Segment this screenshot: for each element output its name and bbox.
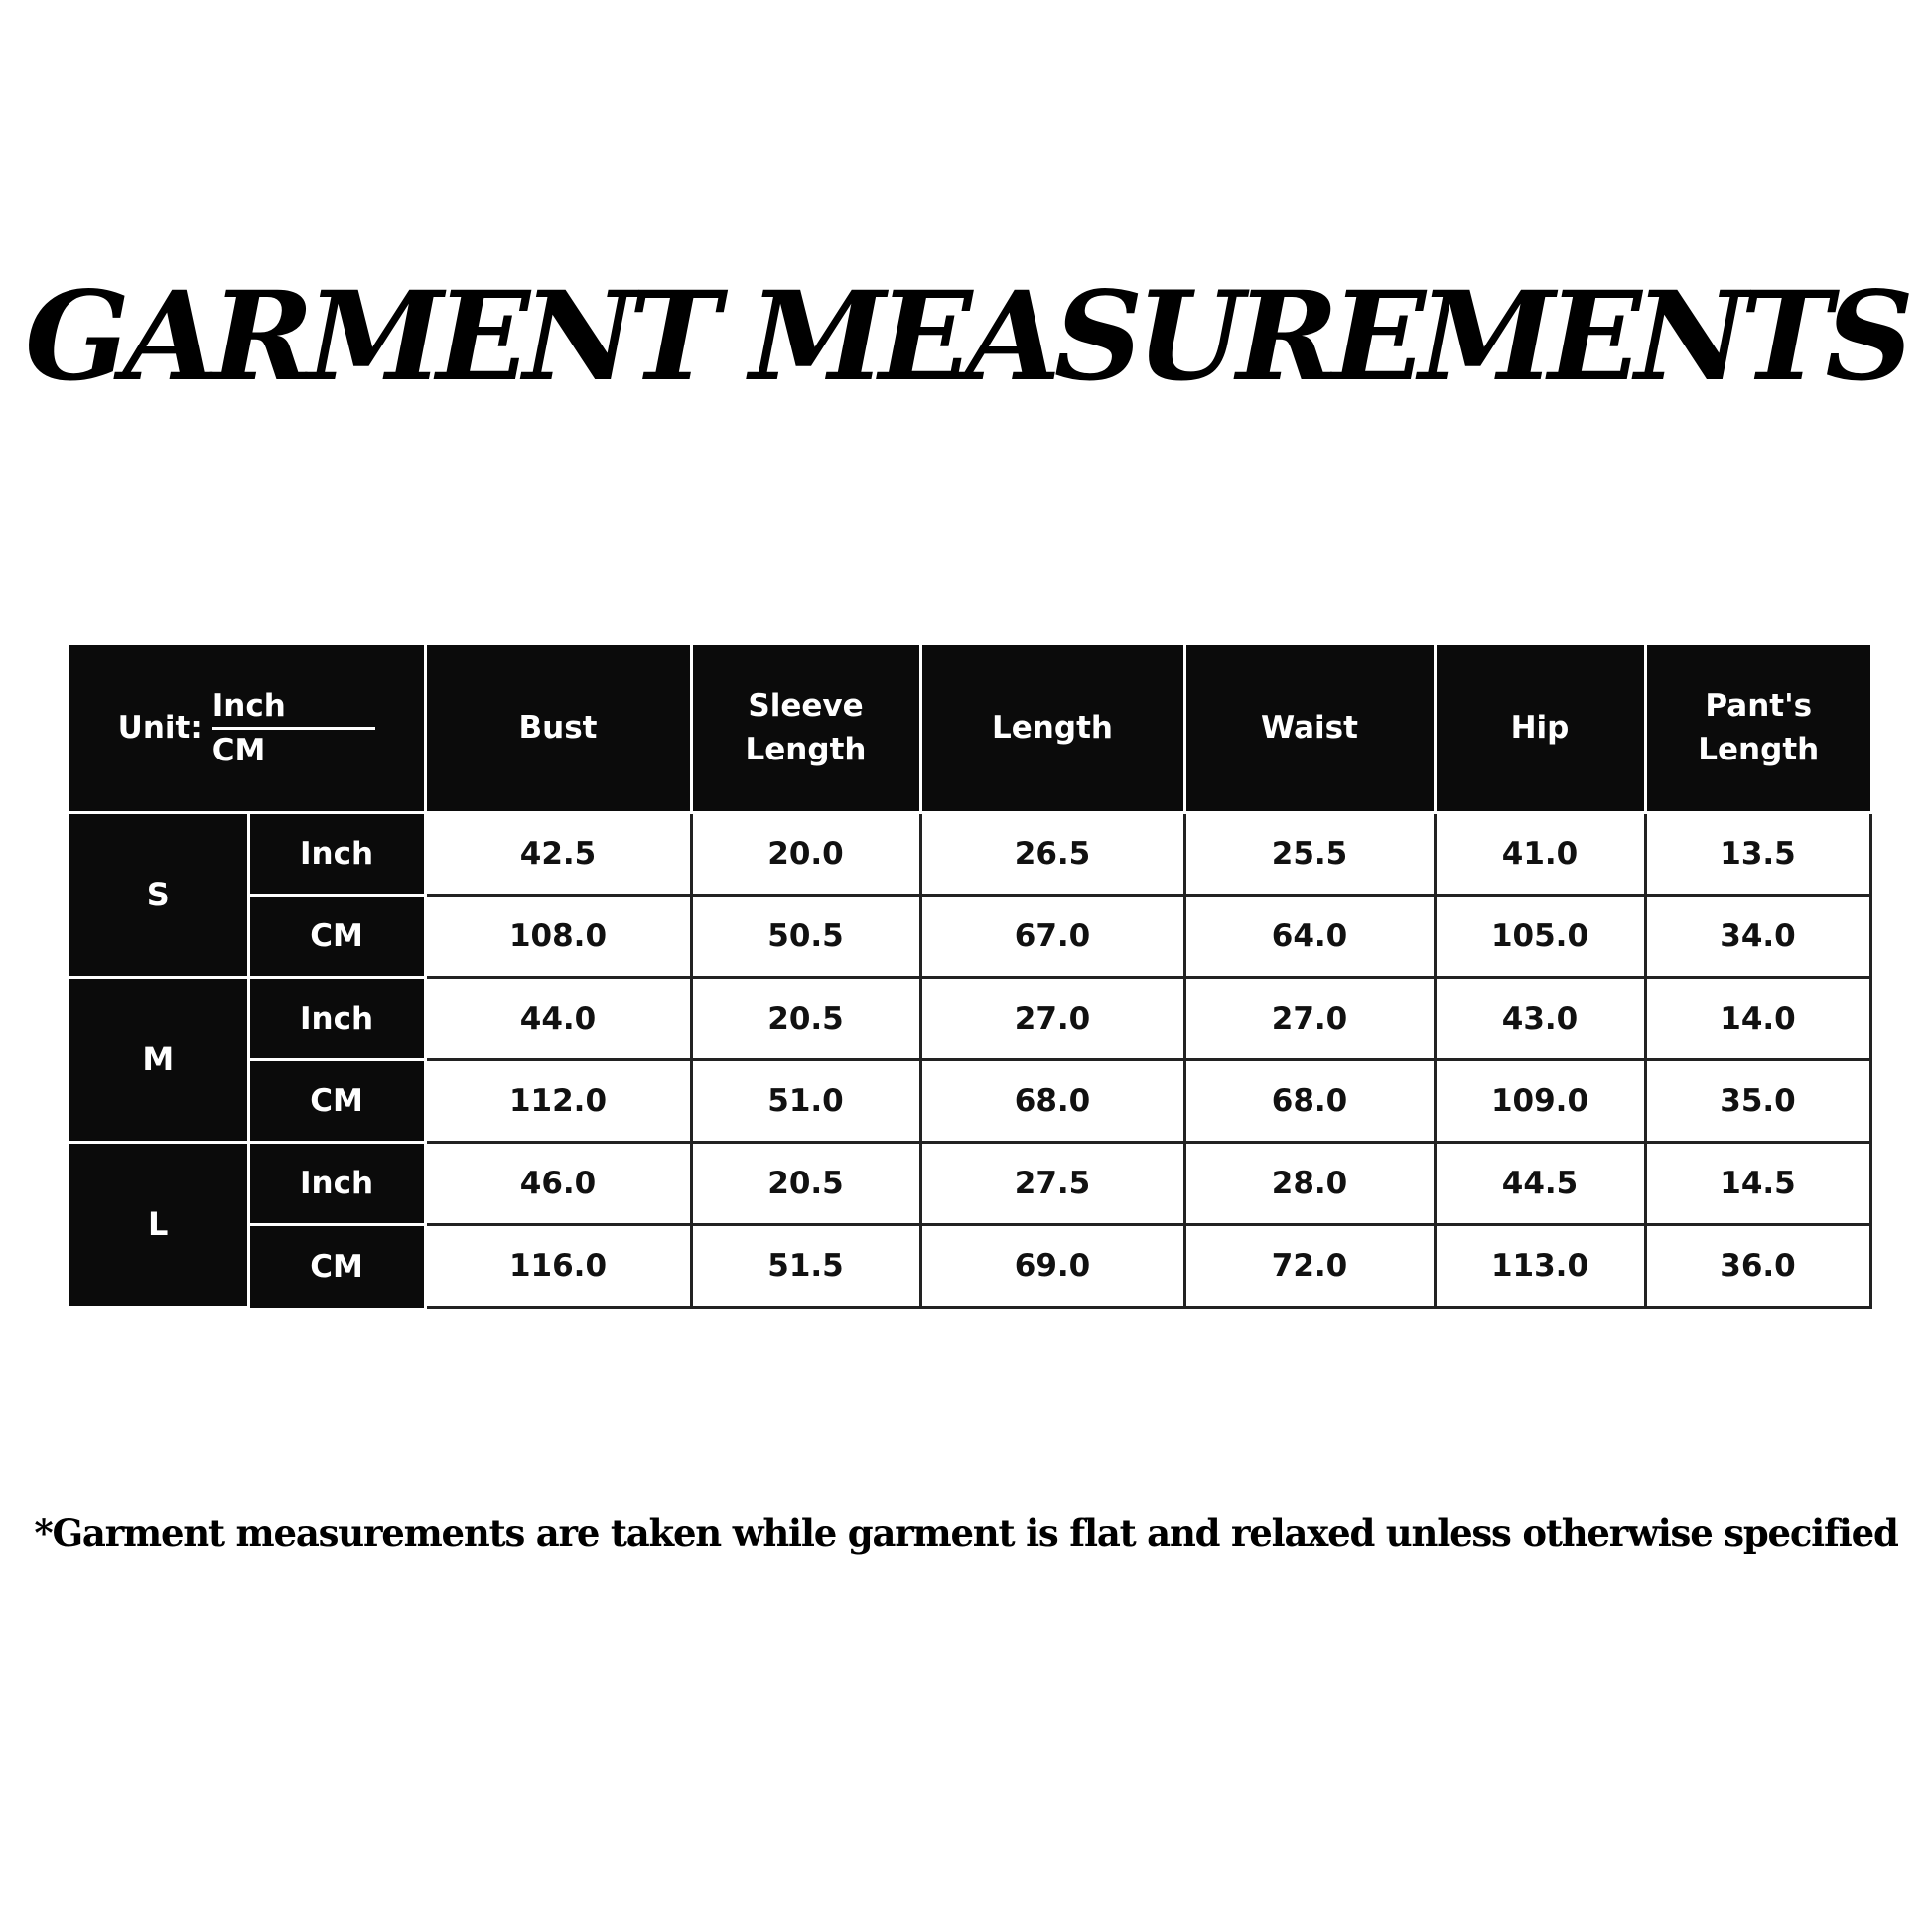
page-title: GARMENT MEASUREMENTS <box>25 265 1907 409</box>
measurement-cell: 28.0 <box>1184 1142 1435 1224</box>
column-header-waist: Waist <box>1184 645 1435 812</box>
table-row <box>69 895 1870 977</box>
row-unit-label: Inch <box>248 812 425 895</box>
measurement-cell: 116.0 <box>425 1224 691 1307</box>
column-header-hip: Hip <box>1435 645 1645 812</box>
table-row <box>69 812 1870 895</box>
measurement-cell: 25.5 <box>1184 812 1435 895</box>
measurement-cell: 67.0 <box>920 895 1184 977</box>
measurement-cell: 20.0 <box>691 812 920 895</box>
measurement-cell: 51.5 <box>691 1224 920 1307</box>
table-row <box>69 977 1870 1059</box>
measurement-cell: 68.0 <box>920 1059 1184 1142</box>
measurement-cell: 41.0 <box>1435 812 1645 895</box>
size-label-l: L <box>69 1142 248 1307</box>
measurement-cell: 109.0 <box>1435 1059 1645 1142</box>
measurement-cell: 14.0 <box>1645 977 1870 1059</box>
measurement-cell: 72.0 <box>1184 1224 1435 1307</box>
measurement-cell: 44.0 <box>425 977 691 1059</box>
table-row <box>69 1224 1870 1307</box>
measurement-cell: 69.0 <box>920 1224 1184 1307</box>
measurement-cell: 42.5 <box>425 812 691 895</box>
column-header-pants-length: Pant's Length <box>1645 645 1870 812</box>
measurement-cell: 35.0 <box>1645 1059 1870 1142</box>
measurement-cell: 68.0 <box>1184 1059 1435 1142</box>
row-unit-label: Inch <box>248 1142 425 1224</box>
measurement-cell: 108.0 <box>425 895 691 977</box>
row-unit-label: CM <box>248 1059 425 1142</box>
size-label-m: M <box>69 977 248 1142</box>
measurement-cell: 20.5 <box>691 977 920 1059</box>
measurement-cell: 27.0 <box>1184 977 1435 1059</box>
measurement-cell: 27.5 <box>920 1142 1184 1224</box>
measurement-cell: 26.5 <box>920 812 1184 895</box>
column-header-bust: Bust <box>425 645 691 812</box>
row-unit-label: Inch <box>248 977 425 1059</box>
size-chart-table <box>69 645 1872 1309</box>
measurement-cell: 36.0 <box>1645 1224 1870 1307</box>
measurement-cell: 64.0 <box>1184 895 1435 977</box>
measurement-cell: 105.0 <box>1435 895 1645 977</box>
row-unit-label: CM <box>248 895 425 977</box>
measurement-cell: 112.0 <box>425 1059 691 1142</box>
measurement-cell: 113.0 <box>1435 1224 1645 1307</box>
measurement-cell: 34.0 <box>1645 895 1870 977</box>
table-row <box>69 1059 1870 1142</box>
unit-inch-label: Inch <box>212 685 375 730</box>
measurement-cell: 14.5 <box>1645 1142 1870 1224</box>
column-header-length: Length <box>920 645 1184 812</box>
size-label-s: S <box>69 812 248 977</box>
row-unit-label: CM <box>248 1224 425 1307</box>
measurement-cell: 13.5 <box>1645 812 1870 895</box>
column-header-sleeve-length: Sleeve Length <box>691 645 920 812</box>
measurement-cell: 27.0 <box>920 977 1184 1059</box>
measurement-cell: 20.5 <box>691 1142 920 1224</box>
table-row <box>69 1142 1870 1224</box>
measurement-cell: 51.0 <box>691 1059 920 1142</box>
footnote: *Garment measurements are taken while garment is flat and relaxed unless otherwise specified <box>34 1511 1898 1555</box>
measurement-cell: 43.0 <box>1435 977 1645 1059</box>
measurement-cell: 44.5 <box>1435 1142 1645 1224</box>
measurement-cell: 50.5 <box>691 895 920 977</box>
unit-header-cell <box>69 645 425 812</box>
unit-label: Unit: <box>117 710 203 747</box>
unit-cm-label: CM <box>211 732 266 768</box>
measurement-cell: 46.0 <box>425 1142 691 1224</box>
table-header-row <box>69 645 1870 812</box>
